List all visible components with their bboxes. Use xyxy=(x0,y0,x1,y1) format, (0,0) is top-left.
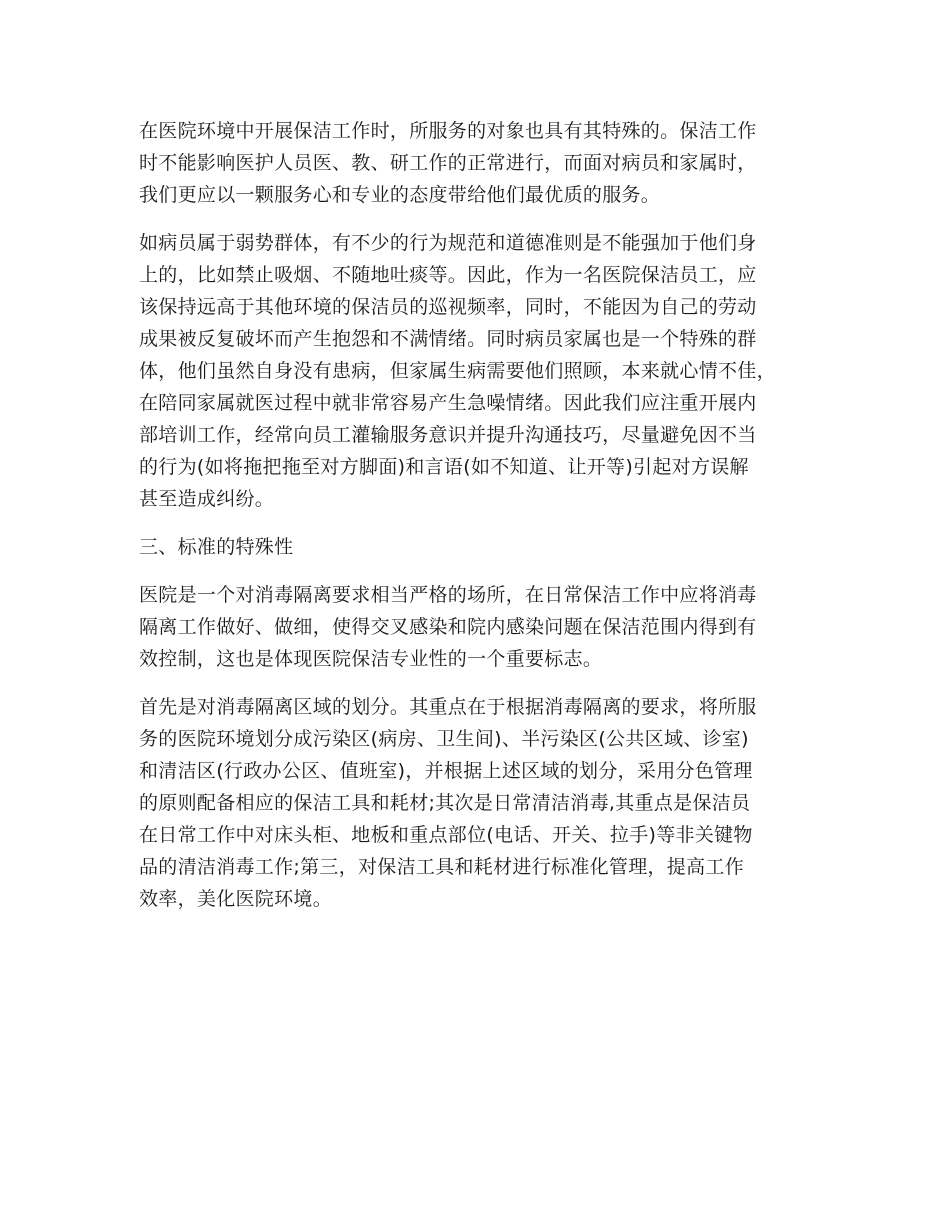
text-line: 的原则配备相应的保洁工具和耗材;其次是日常清洁消毒,其重点是保洁员 xyxy=(139,792,751,814)
paragraph-zone-division xyxy=(139,691,821,915)
text-line: 成果被反复破坏而产生抱怨和不满情绪。同时病员家属也是一个特殊的群 xyxy=(139,328,757,350)
paragraph-patients-families xyxy=(139,227,821,515)
text-line: 和清洁区(行政办公区、值班室)，并根据上述区域的划分，采用分色管理 xyxy=(139,760,753,782)
text-line: 首先是对消毒隔离区域的划分。其重点在于根据消毒隔离的要求，将所服 xyxy=(139,696,757,718)
text-line: 务的医院环境划分成污染区(病房、卫生间)、半污染区(公共区域、诊室) xyxy=(139,728,749,750)
text-line: 医院是一个对消毒隔离要求相当严格的场所，在日常保洁工作中应将消毒 xyxy=(139,584,757,606)
text-line: 体，他们虽然自身没有患病，但家属生病需要他们照顾，本来就心情不佳， xyxy=(139,360,776,382)
paragraph-disinfection-intro xyxy=(139,579,821,675)
text-line: 效控制，这也是体现医院保洁专业性的一个重要标志。 xyxy=(139,648,603,670)
text-line: 时不能影响医护人员医、教、研工作的正常进行，而面对病员和家属时， xyxy=(139,152,757,174)
text-line: 如病员属于弱势群体，有不少的行为规范和道德准则是不能强加于他们身 xyxy=(139,232,757,254)
section-heading: 三、标准的特殊性 xyxy=(139,536,294,558)
text-line: 的行为(如将拖把拖至对方脚面)和言语(如不知道、让开等)引起对方误解 xyxy=(139,456,749,478)
text-line: 上的，比如禁止吸烟、不随地吐痰等。因此，作为一名医院保洁员工，应 xyxy=(139,264,757,286)
text-line: 在日常工作中对床头柜、地板和重点部位(电话、开关、拉手)等非关键物 xyxy=(139,824,753,846)
text-line: 隔离工作做好、做细，使得交叉感染和院内感染问题在保洁范围内得到有 xyxy=(139,616,757,638)
text-line: 在医院环境中开展保洁工作时，所服务的对象也具有其特殊的。保洁工作 xyxy=(139,120,757,142)
text-line: 部培训工作，经常向员工灌输服务意识并提升沟通技巧，尽量避免因不当 xyxy=(139,424,757,446)
text-line: 我们更应以一颗服务心和专业的态度带给他们最优质的服务。 xyxy=(139,184,661,206)
text-line: 效率，美化医院环境。 xyxy=(139,888,333,910)
text-line: 甚至造成纠纷。 xyxy=(139,488,275,510)
text-line: 品的清洁消毒工作;第三，对保洁工具和耗材进行标准化管理，提高工作 xyxy=(139,856,745,878)
text-line: 该保持远高于其他环境的保洁员的巡视频率，同时，不能因为自己的劳动 xyxy=(139,296,757,318)
paragraph-service-objects xyxy=(139,115,821,211)
document-body xyxy=(139,115,821,931)
text-line: 在陪同家属就医过程中就非常容易产生急噪情绪。因此我们应注重开展内 xyxy=(139,392,757,414)
